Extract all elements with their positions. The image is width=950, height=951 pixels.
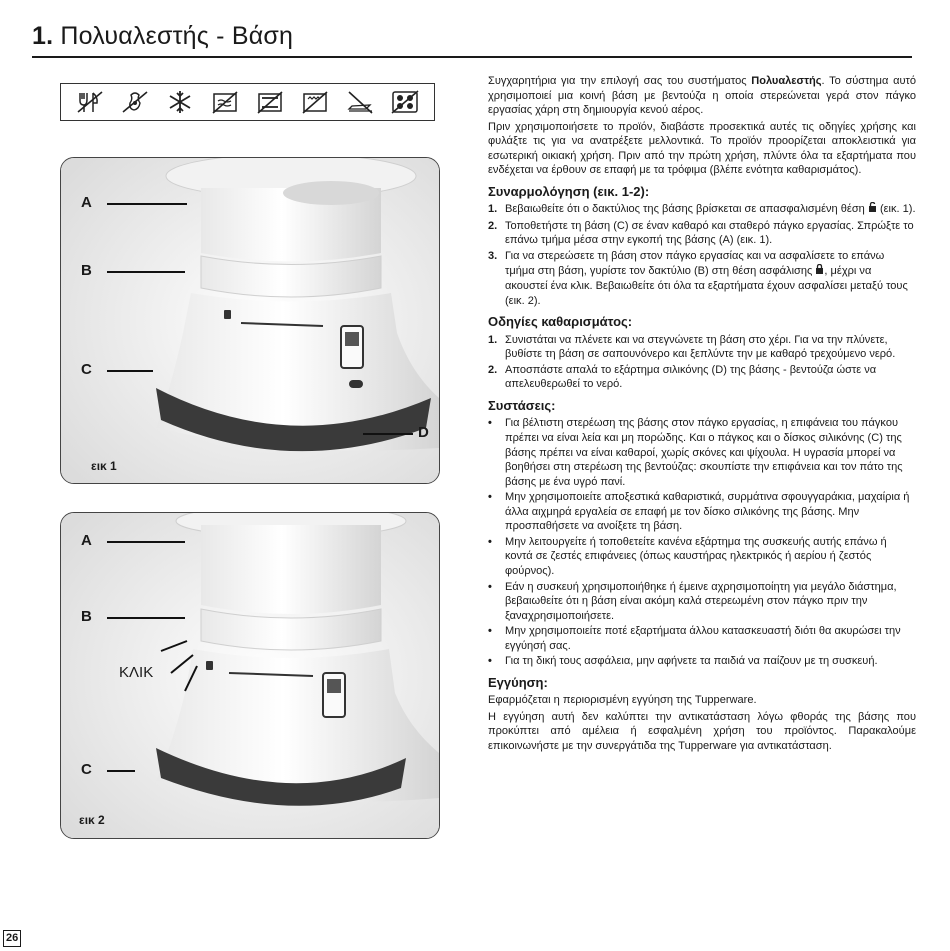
- assembly-heading: Συναρμολόγηση (εικ. 1-2):: [488, 183, 650, 199]
- callout-c: C: [81, 361, 92, 378]
- list-item: 3. Για να στερεώσετε τη βάση στον πάγκο εργασίας και να ασφαλίσετε το επάνω τμήμα στη βάση, γυρίστε τον δακτύλιο (B) στη θέση ασφάλισης , μέχρι να ακουστεί ένα κλικ. Βεβαιωθείτε ότι όλα τα εξαρτήματα έχουν ασφαλίσει μεταξύ τους (εικ. 2).: [488, 250, 908, 307]
- list-item: • Μην χρησιμοποιείτε ποτέ εξαρτήματα άλλου κατασκευαστή διότι θα ακυρώσει την εγγύησή σας.: [488, 625, 901, 652]
- instructions-text: [488, 74, 916, 756]
- list-item: 1. Συνιστάται να πλένετε και να στεγνώνετε τη βάση στο χέρι. Για να την πλύνετε, βυθίστε τη βάση σε σαπουνόνερο και ξεπλύντε την με καθαρό τρεχούμενο νερό.: [488, 333, 896, 361]
- warranty-paragraph-2: Η εγγύηση αυτή δεν καλύπτει την αντικατάσταση λόγω φθοράς της βάσης που προκύπτει από αμέλεια ή εσφαλμένη χρήση του προϊόντος. Παρακαλούμε επικοινωνήστε με την συνεργάτιδα της Tupperware για αντικατάσταση.: [488, 710, 916, 752]
- product-name: Πολυαλεστής: [751, 75, 822, 87]
- base-illustration-1: [61, 158, 439, 483]
- list-item: 1. Βεβαιωθείτε ότι ο δακτύλιος της βάσης βρίσκεται σε απασφαλισμένη θέση (εικ. 1).: [488, 203, 916, 216]
- callout-c: C: [81, 761, 92, 778]
- list-item: • Εάν η συσκευή χρησιμοποιήθηκε ή έμεινε αχρησιμοποίητη για μεγάλο διάστημα, βεβαιωθείτε ότι η βάση είναι ακόμη καλά στερεωμένη στον πάγκο πριν την ξαναχρησιμοποιήσετε.: [488, 580, 897, 622]
- figure-1: [60, 157, 440, 484]
- callout-click: ΚΛΙΚ: [119, 664, 154, 681]
- grill-prohibited-icon: [301, 89, 329, 115]
- page-title: [32, 22, 293, 51]
- intro-paragraph-2: Πριν χρησιμοποιήσετε το προϊόν, διαβάστε προσεκτικά αυτές τις οδηγίες χρήσης και φυλάξτε τις για να ανατρέξετε μελλοντικά. Το προϊόν προορίζεται αποκλειστικά για εσωτερική οικιακή χρήση. Πριν από την πρώτη χρήση, πλύντε όλα τα εξαρτήματα που ενδέχεται να έρθουν σε επαφή με τα τρόφιμα (βλέπε ενότητα καθαρισμάτος).: [488, 120, 916, 177]
- microwave-prohibited-icon: [121, 89, 149, 115]
- title-rule: [32, 56, 912, 58]
- section-title: Πολυαλεστής - Βάση: [60, 22, 294, 50]
- stove-prohibited-icon: [391, 89, 419, 115]
- assembly-steps: [488, 202, 916, 308]
- base-illustration-2: [61, 513, 439, 838]
- safety-icons-strip: [60, 83, 435, 121]
- warranty-paragraph-1: Εφαρμόζεται η περιορισμένη εγγύηση της Tupperware.: [488, 694, 757, 707]
- list-item: 2. Αποσπάστε απαλά το εξάρτημα σιλικόνης (D) της βάσης - βεντούζα ώστε να απελευθερωθεί το νερό.: [488, 363, 877, 391]
- cleaning-heading: Οδηγίες καθαρισμάτος:: [488, 314, 633, 330]
- callout-b: B: [81, 262, 92, 279]
- list-item: • Μην λειτουργείτε ή τοποθετείτε κανένα εξάρτημα της συσκευής αυτής επάνω ή κοντά σε ζεστές επιφάνειες (όπως καυστήρας ηλεκτρικός ή αερίου ή ζεστός φούρνος).: [488, 535, 887, 577]
- figure-2: [60, 512, 440, 839]
- unlock-icon: [868, 204, 877, 215]
- hot-oven-prohibited-icon: [256, 89, 284, 115]
- callout-d: D: [418, 424, 429, 441]
- callout-a: A: [81, 194, 92, 211]
- page-number: 26: [3, 930, 21, 947]
- list-item: • Για τη δική τους ασφάλεια, μην αφήνετε τα παιδιά να παίζουν με τη συσκευή.: [488, 655, 878, 668]
- dishwasher-prohibited-icon: [76, 89, 104, 115]
- oven-prohibited-icon: [211, 89, 239, 115]
- cleaning-steps: [488, 333, 916, 392]
- section-number: 1.: [32, 22, 54, 50]
- recommendations-list: [488, 416, 916, 668]
- list-item: • Μην χρησιμοποιείτε αποξεστικά καθαριστικά, συρμάτινα σφουγγαράκια, μαχαίρια ή άλλα αιχμηρά εργαλεία σε επαφή με τον δίσκο σιλικόνης της βάσης. Μην προσπαθήσετε να ανοίξετε τη βάση.: [488, 491, 910, 533]
- callout-a: A: [81, 532, 92, 549]
- figure-caption-2: εικ 2: [79, 813, 105, 827]
- list-item: 2. Τοποθετήστε τη βάση (C) σε έναν καθαρό και σταθερό πάγκο εργασίας. Σπρώξτε το επάνω τμήμα μέσα στην εγκοπή της βάσης (A) (εικ. 1).: [488, 219, 914, 247]
- knife-prohibited-icon: [346, 89, 374, 115]
- freezer-prohibited-icon: [166, 89, 194, 115]
- list-item: • Για βέλτιστη στερέωση της βάσης στον πάγκο εργασίας, η επιφάνεια του πάγκου πρέπει να είναι λεία και μη πορώδης. Και ο πάγκος και ο δίσκος σιλικόνης (C) της βάσης πρέπει να είναι καθαροί, χωρίς σκόνες και ψίχουλα. Η υγρασία μπορεί να βοηθήσει στη στερέωση της βεντούζας: σκουπίστε την επιφάνεια και τον πάτο της βάσης με ένα υγρό πανί.: [488, 417, 903, 488]
- intro-paragraph-1: Συγχαρητήρια για την επιλογή σας του συστήματος Πολυαλεστής. Το σύστημα αυτό χρησιμοποιεί μια κοινή βάση με βεντούζα η οποία στερεώνεται γερά στον πάγκο εργασίας χάρη στη δημιουργία κενού αέρος.: [488, 75, 916, 117]
- recommendations-heading: Συστάσεις:: [488, 397, 556, 413]
- figure-caption-1: εικ 1: [91, 459, 117, 473]
- warranty-heading: Εγγύηση:: [488, 674, 548, 690]
- callout-b: B: [81, 608, 92, 625]
